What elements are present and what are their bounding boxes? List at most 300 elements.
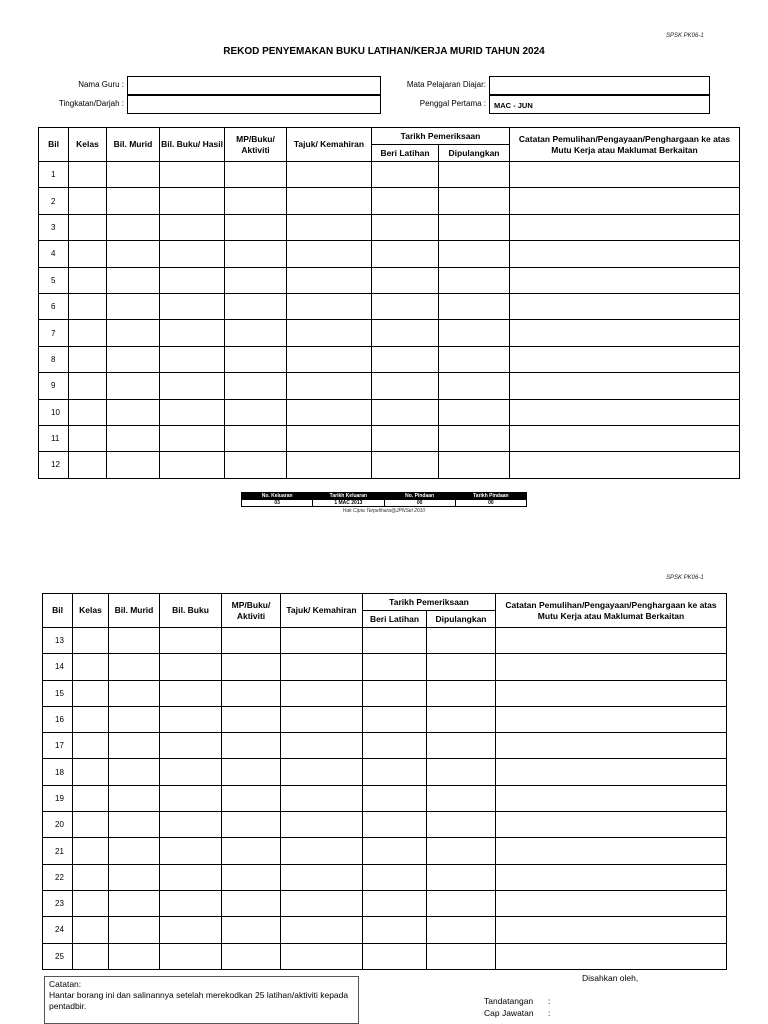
table-cell[interactable] — [363, 917, 427, 943]
table-cell[interactable] — [439, 293, 510, 319]
note-heading: Catatan: — [49, 979, 82, 989]
table-row — [43, 838, 727, 864]
table-cell[interactable] — [107, 267, 160, 293]
row-number: 5 — [39, 267, 69, 293]
table-cell[interactable] — [372, 267, 439, 293]
table-row — [43, 864, 727, 890]
table-cell[interactable] — [439, 452, 510, 478]
row-number: 4 — [39, 241, 69, 267]
table-cell[interactable] — [222, 654, 281, 680]
table-cell[interactable] — [427, 654, 496, 680]
table-cell[interactable] — [69, 162, 107, 188]
table-cell[interactable] — [222, 943, 281, 969]
row-number: 2 — [39, 188, 69, 214]
table-cell[interactable] — [287, 162, 372, 188]
table-cell[interactable] — [107, 293, 160, 319]
nama-guru-label: Nama Guru : — [78, 80, 124, 89]
header-beri-latihan: Beri Latihan — [372, 145, 439, 162]
table-cell[interactable] — [225, 241, 287, 267]
header-dipulangkan: Dipulangkan — [427, 611, 496, 628]
signature-colon: : — [548, 996, 551, 1006]
table-cell[interactable] — [363, 838, 427, 864]
table-cell[interactable] — [363, 890, 427, 916]
header-mp-buku: MP/Buku/ Aktiviti — [222, 594, 281, 628]
form-code-2: SPSK PK06-1 — [666, 575, 704, 581]
table-cell[interactable] — [73, 943, 109, 969]
document-control-table — [241, 492, 527, 507]
table-cell[interactable] — [160, 373, 225, 399]
table-cell[interactable] — [496, 812, 727, 838]
table-cell[interactable] — [363, 628, 427, 654]
table-cell[interactable] — [496, 680, 727, 706]
table-cell[interactable] — [496, 706, 727, 732]
table-cell[interactable] — [225, 399, 287, 425]
row-number: 18 — [43, 759, 73, 785]
header-tarikh: Tarikh Pemeriksaan — [372, 128, 510, 145]
table-cell[interactable] — [496, 917, 727, 943]
table-cell[interactable] — [222, 706, 281, 732]
table-cell[interactable] — [222, 864, 281, 890]
table-cell[interactable] — [107, 162, 160, 188]
table-cell[interactable] — [372, 293, 439, 319]
table-cell[interactable] — [107, 241, 160, 267]
stamp-label: Cap Jawatan — [484, 1008, 534, 1018]
table-cell[interactable] — [281, 943, 363, 969]
table-cell[interactable] — [73, 680, 109, 706]
table-cell[interactable] — [222, 890, 281, 916]
table-cell[interactable] — [225, 452, 287, 478]
table-cell[interactable] — [281, 917, 363, 943]
penggal-label: Penggal Pertama : — [419, 99, 486, 108]
table-cell[interactable] — [496, 943, 727, 969]
table-cell[interactable] — [363, 733, 427, 759]
table-cell[interactable] — [222, 812, 281, 838]
row-number: 25 — [43, 943, 73, 969]
table-cell[interactable] — [160, 188, 225, 214]
table-cell[interactable] — [510, 399, 740, 425]
table-cell[interactable] — [496, 733, 727, 759]
table-cell[interactable] — [160, 706, 222, 732]
table-row — [43, 733, 727, 759]
table-cell[interactable] — [439, 373, 510, 399]
table-cell[interactable] — [109, 917, 160, 943]
table-cell[interactable] — [73, 812, 109, 838]
meta-value: 00 — [384, 500, 455, 507]
meta-header: Tarikh Keluaran — [313, 493, 384, 500]
table-cell[interactable] — [73, 864, 109, 890]
header-dipulangkan: Dipulangkan — [439, 145, 510, 162]
table-cell[interactable] — [222, 680, 281, 706]
table-cell[interactable] — [225, 425, 287, 451]
table-cell[interactable] — [287, 241, 372, 267]
header-beri-latihan: Beri Latihan — [363, 611, 427, 628]
table-cell[interactable] — [427, 785, 496, 811]
table-cell[interactable] — [496, 759, 727, 785]
table-cell[interactable] — [439, 425, 510, 451]
table-cell[interactable] — [372, 346, 439, 372]
mata-pelajaran-label: Mata Pelajaran Diajar: — [406, 80, 486, 89]
table-row — [43, 785, 727, 811]
mata-pelajaran-field[interactable] — [489, 76, 710, 95]
table-cell[interactable] — [496, 838, 727, 864]
row-number: 19 — [43, 785, 73, 811]
header-catatan: Catatan Pemulihan/Pengayaan/Penghargaan ke atas Mutu Kerja atau Maklumat Berkaitan — [496, 594, 727, 628]
table-cell[interactable] — [439, 267, 510, 293]
table-cell[interactable] — [109, 812, 160, 838]
table-cell[interactable] — [363, 654, 427, 680]
table-cell[interactable] — [69, 373, 107, 399]
header-tajuk: Tajuk/ Kemahiran — [287, 128, 372, 162]
table-cell[interactable] — [496, 890, 727, 916]
table-cell[interactable] — [363, 812, 427, 838]
table-cell[interactable] — [427, 706, 496, 732]
table-cell[interactable] — [427, 628, 496, 654]
table-cell[interactable] — [73, 838, 109, 864]
table-cell[interactable] — [510, 425, 740, 451]
form-code: SPSK PK06-1 — [666, 33, 704, 39]
table-cell[interactable] — [287, 293, 372, 319]
table-cell[interactable] — [363, 785, 427, 811]
table-cell[interactable] — [160, 452, 225, 478]
meta-value: 1 MAC 2013 — [313, 500, 384, 507]
table-cell[interactable] — [222, 838, 281, 864]
table-cell[interactable] — [222, 785, 281, 811]
table-cell[interactable] — [107, 425, 160, 451]
table-cell[interactable] — [287, 452, 372, 478]
header-bil-buku: Bil. Buku/ Hasil — [160, 128, 225, 162]
table-cell[interactable] — [73, 785, 109, 811]
table-cell[interactable] — [109, 654, 160, 680]
table-cell[interactable] — [439, 188, 510, 214]
penggal-field[interactable]: MAC - JUN — [489, 95, 710, 114]
row-number: 9 — [39, 373, 69, 399]
table-cell[interactable] — [427, 812, 496, 838]
table-cell[interactable] — [160, 890, 222, 916]
table-cell[interactable] — [281, 680, 363, 706]
table-cell[interactable] — [363, 680, 427, 706]
table-cell[interactable] — [160, 812, 222, 838]
table-cell[interactable] — [427, 917, 496, 943]
row-number: 22 — [43, 864, 73, 890]
table-row — [39, 214, 740, 240]
header-kelas: Kelas — [69, 128, 107, 162]
nama-guru-field[interactable] — [127, 76, 381, 95]
table-cell[interactable] — [281, 628, 363, 654]
table-row — [43, 890, 727, 916]
table-cell[interactable] — [510, 373, 740, 399]
row-number: 8 — [39, 346, 69, 372]
table-cell[interactable] — [427, 680, 496, 706]
table-row — [39, 162, 740, 188]
table-cell[interactable] — [160, 162, 225, 188]
header-tarikh: Tarikh Pemeriksaan — [363, 594, 496, 611]
table-row — [39, 320, 740, 346]
table-cell[interactable] — [439, 162, 510, 188]
table-cell[interactable] — [109, 706, 160, 732]
table-cell[interactable] — [109, 733, 160, 759]
table-cell[interactable] — [281, 733, 363, 759]
table-cell[interactable] — [107, 399, 160, 425]
table-row — [39, 373, 740, 399]
table-cell[interactable] — [225, 267, 287, 293]
page-title: REKOD PENYEMAKAN BUKU LATIHAN/KERJA MURID TAHUN 2024 — [223, 46, 545, 57]
meta-value: 00 — [455, 500, 526, 507]
table-cell[interactable] — [363, 759, 427, 785]
table-cell[interactable] — [281, 812, 363, 838]
table-cell[interactable] — [496, 628, 727, 654]
table-cell[interactable] — [225, 346, 287, 372]
tingkatan-label: Tingkatan/Darjah : — [58, 99, 124, 108]
row-number: 3 — [39, 214, 69, 240]
table-cell[interactable] — [69, 346, 107, 372]
table-cell[interactable] — [510, 241, 740, 267]
record-table-1 — [38, 127, 740, 479]
meta-header: No. Pindaan — [384, 493, 455, 500]
table-cell[interactable] — [160, 293, 225, 319]
row-number: 12 — [39, 452, 69, 478]
note-text: Hantar borang ini dan salinannya setelah merekodkan 25 latihan/aktiviti kepada pentadbir. — [49, 990, 349, 1011]
table-cell[interactable] — [107, 346, 160, 372]
table-cell[interactable] — [109, 943, 160, 969]
table-cell[interactable] — [73, 733, 109, 759]
table-cell[interactable] — [69, 267, 107, 293]
table-cell[interactable] — [69, 320, 107, 346]
table-cell[interactable] — [107, 373, 160, 399]
table-cell[interactable] — [510, 214, 740, 240]
table-cell[interactable] — [439, 399, 510, 425]
meta-header: Tarikh Pindaan — [455, 493, 526, 500]
table-cell[interactable] — [439, 346, 510, 372]
table-cell[interactable] — [427, 759, 496, 785]
table-row — [39, 425, 740, 451]
table-cell[interactable] — [439, 214, 510, 240]
table-cell[interactable] — [73, 628, 109, 654]
row-number: 15 — [43, 680, 73, 706]
tingkatan-field[interactable] — [127, 95, 381, 114]
table-row — [43, 680, 727, 706]
table-cell[interactable] — [225, 320, 287, 346]
table-cell[interactable] — [281, 785, 363, 811]
table-cell[interactable] — [107, 452, 160, 478]
table-cell[interactable] — [372, 320, 439, 346]
table-cell[interactable] — [222, 759, 281, 785]
table-cell[interactable] — [510, 267, 740, 293]
table-cell[interactable] — [439, 241, 510, 267]
header-bil-buku: Bil. Buku — [160, 594, 222, 628]
table-cell[interactable] — [73, 917, 109, 943]
table-cell[interactable] — [222, 917, 281, 943]
table-cell[interactable] — [109, 680, 160, 706]
table-cell[interactable] — [225, 214, 287, 240]
table-row — [43, 628, 727, 654]
stamp-colon: : — [548, 1008, 551, 1018]
table-cell[interactable] — [225, 162, 287, 188]
table-cell[interactable] — [496, 785, 727, 811]
table-cell[interactable] — [225, 293, 287, 319]
table-cell[interactable] — [287, 346, 372, 372]
table-cell[interactable] — [496, 654, 727, 680]
row-number: 20 — [43, 812, 73, 838]
table-cell[interactable] — [281, 706, 363, 732]
table-cell[interactable] — [363, 706, 427, 732]
table-cell[interactable] — [281, 838, 363, 864]
table-cell[interactable] — [427, 733, 496, 759]
header-bil-murid: Bil. Murid — [109, 594, 160, 628]
table-row — [39, 188, 740, 214]
table-cell[interactable] — [372, 452, 439, 478]
table-cell[interactable] — [281, 864, 363, 890]
table-cell[interactable] — [160, 864, 222, 890]
row-number: 17 — [43, 733, 73, 759]
row-number: 6 — [39, 293, 69, 319]
table-cell[interactable] — [160, 241, 225, 267]
table-cell[interactable] — [281, 890, 363, 916]
table-cell[interactable] — [160, 785, 222, 811]
table-row — [39, 267, 740, 293]
table-cell[interactable] — [160, 680, 222, 706]
copyright: Hak Cipta Terpelihara@JPNSel 2010 — [342, 508, 426, 514]
table-row — [39, 399, 740, 425]
table-cell[interactable] — [496, 864, 727, 890]
table-row — [39, 293, 740, 319]
header-kelas: Kelas — [73, 594, 109, 628]
table-cell[interactable] — [287, 399, 372, 425]
table-cell[interactable] — [107, 188, 160, 214]
signature-label: Tandatangan — [484, 996, 534, 1006]
row-number: 16 — [43, 706, 73, 732]
meta-value: 03 — [242, 500, 313, 507]
table-cell[interactable] — [69, 425, 107, 451]
row-number: 7 — [39, 320, 69, 346]
table-cell[interactable] — [109, 785, 160, 811]
table-cell[interactable] — [69, 188, 107, 214]
table-cell[interactable] — [363, 943, 427, 969]
table-cell[interactable] — [160, 399, 225, 425]
table-cell[interactable] — [510, 346, 740, 372]
table-cell[interactable] — [225, 188, 287, 214]
table-cell[interactable] — [287, 425, 372, 451]
table-cell[interactable] — [427, 890, 496, 916]
table-row — [43, 943, 727, 969]
header-bil: Bil — [43, 594, 73, 628]
table-cell[interactable] — [372, 162, 439, 188]
table-cell[interactable] — [69, 214, 107, 240]
approved-by-label: Disahkan oleh, — [582, 973, 639, 983]
table-cell[interactable] — [510, 452, 740, 478]
table-cell[interactable] — [109, 838, 160, 864]
table-cell[interactable] — [160, 214, 225, 240]
meta-header: No. Keluaran — [242, 493, 313, 500]
table-cell[interactable] — [427, 838, 496, 864]
table-row — [43, 759, 727, 785]
table-cell[interactable] — [372, 399, 439, 425]
table-cell[interactable] — [160, 943, 222, 969]
table-cell[interactable] — [109, 628, 160, 654]
table-cell[interactable] — [427, 864, 496, 890]
row-number: 1 — [39, 162, 69, 188]
table-cell[interactable] — [287, 320, 372, 346]
table-cell[interactable] — [287, 267, 372, 293]
table-cell[interactable] — [281, 654, 363, 680]
table-cell[interactable] — [372, 241, 439, 267]
table-cell[interactable] — [109, 759, 160, 785]
header-tajuk: Tajuk/ Kemahiran — [281, 594, 363, 628]
table-cell[interactable] — [222, 733, 281, 759]
row-number: 11 — [39, 425, 69, 451]
table-cell[interactable] — [225, 373, 287, 399]
table-row — [39, 241, 740, 267]
table-cell[interactable] — [160, 320, 225, 346]
table-cell[interactable] — [160, 733, 222, 759]
table-cell[interactable] — [372, 425, 439, 451]
table-cell[interactable] — [160, 917, 222, 943]
table-cell[interactable] — [281, 759, 363, 785]
header-catatan: Catatan Pemulihan/Pengayaan/Penghargaan ke atas Mutu Kerja atau Maklumat Berkaitan — [510, 128, 740, 162]
table-cell[interactable] — [160, 654, 222, 680]
table-cell[interactable] — [109, 890, 160, 916]
table-cell[interactable] — [160, 425, 225, 451]
table-row — [39, 452, 740, 478]
table-cell[interactable] — [427, 943, 496, 969]
table-cell[interactable] — [69, 399, 107, 425]
row-number: 10 — [39, 399, 69, 425]
header-bil: Bil — [39, 128, 69, 162]
table-cell[interactable] — [287, 373, 372, 399]
table-cell[interactable] — [363, 864, 427, 890]
row-number: 21 — [43, 838, 73, 864]
row-number: 24 — [43, 917, 73, 943]
table-cell[interactable] — [160, 628, 222, 654]
table-row — [39, 346, 740, 372]
table-cell[interactable] — [69, 452, 107, 478]
header-bil-murid: Bil. Murid — [107, 128, 160, 162]
table-cell[interactable] — [73, 654, 109, 680]
table-row — [43, 654, 727, 680]
table-cell[interactable] — [287, 214, 372, 240]
table-cell[interactable] — [160, 346, 225, 372]
table-cell[interactable] — [439, 320, 510, 346]
table-cell[interactable] — [107, 214, 160, 240]
table-cell[interactable] — [69, 241, 107, 267]
table-cell[interactable] — [160, 759, 222, 785]
table-row — [43, 812, 727, 838]
row-number: 13 — [43, 628, 73, 654]
table-cell[interactable] — [510, 188, 740, 214]
table-cell[interactable] — [222, 628, 281, 654]
table-cell[interactable] — [107, 320, 160, 346]
table-cell[interactable] — [73, 706, 109, 732]
record-table-2 — [42, 593, 727, 970]
table-row — [43, 706, 727, 732]
table-cell[interactable] — [73, 890, 109, 916]
table-cell[interactable] — [109, 864, 160, 890]
table-cell[interactable] — [372, 373, 439, 399]
table-row — [43, 917, 727, 943]
table-cell[interactable] — [160, 838, 222, 864]
table-cell[interactable] — [510, 162, 740, 188]
table-cell[interactable] — [372, 188, 439, 214]
table-cell[interactable] — [160, 267, 225, 293]
table-cell[interactable] — [372, 214, 439, 240]
table-cell[interactable] — [73, 759, 109, 785]
table-cell[interactable] — [287, 188, 372, 214]
table-cell[interactable] — [510, 320, 740, 346]
row-number: 23 — [43, 890, 73, 916]
table-cell[interactable] — [69, 293, 107, 319]
note-box — [44, 976, 359, 1024]
header-mp-buku: MP/Buku/ Aktiviti — [225, 128, 287, 162]
table-cell[interactable] — [510, 293, 740, 319]
